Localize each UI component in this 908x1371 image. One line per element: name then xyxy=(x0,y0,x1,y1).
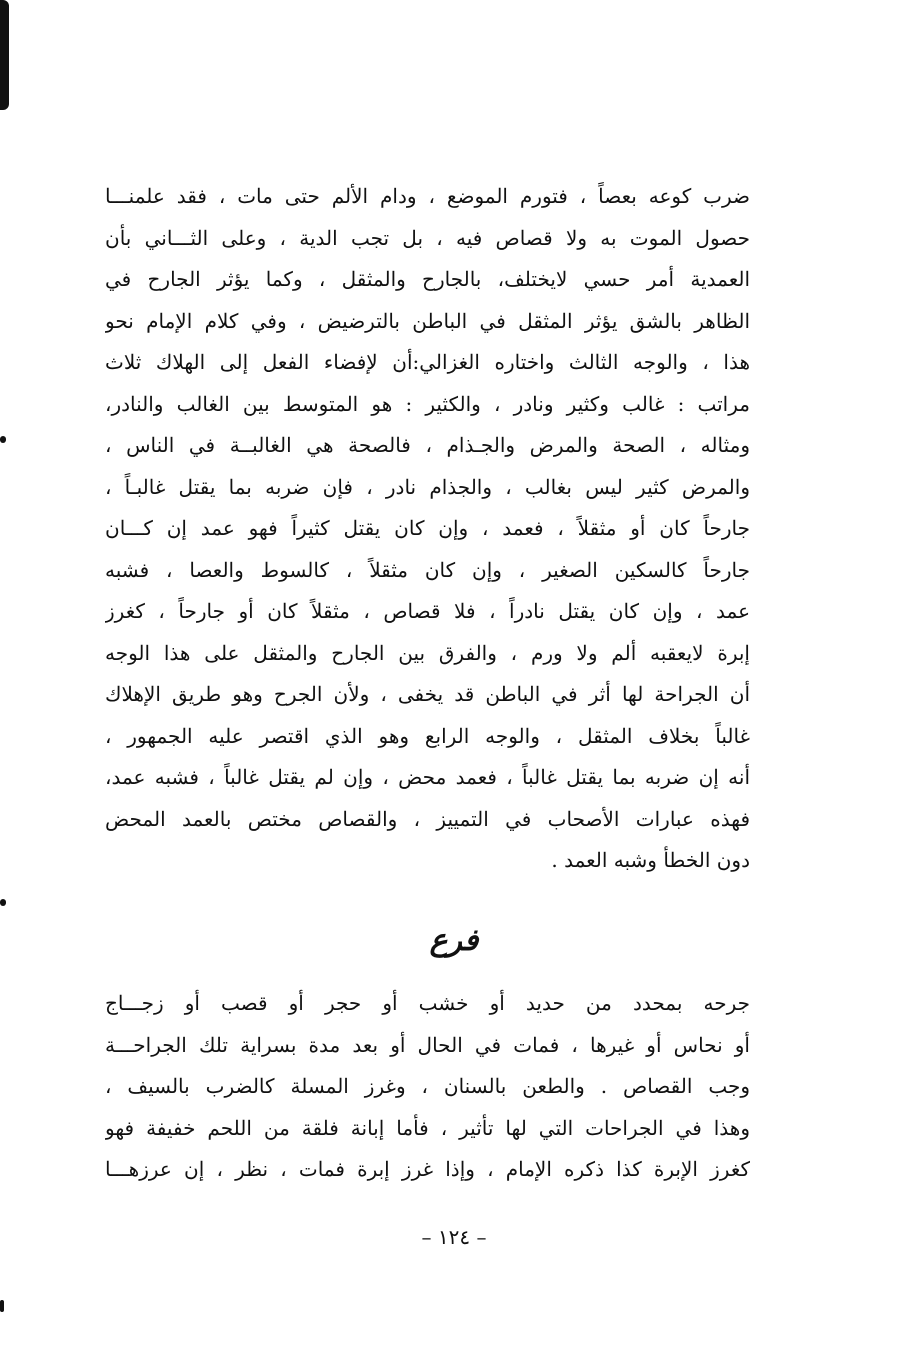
text-line: والمرض كثير ليس بغالب ، والجذام نادر ، فإن ضربه بما يقتل غالبـاً ، xyxy=(105,474,750,499)
text-line: الظاهر بالشق يؤثر المثقل في الباطن بالترضيض ، وفي كلام الإمام نحو xyxy=(105,308,750,333)
text-line: هذا ، والوجه الثالث واختاره الغزالي:أن لإفضاء الفعل إلى الهلاك ثلاث xyxy=(105,350,750,374)
text-line: عمد ، وإن كان يقتل نادراً ، فلا قصاص ، مثقلاً كان أو جارحاً ، كغرز xyxy=(105,599,750,623)
text-line: فهذه عبارات الأصحاب في التمييز ، والقصاص مختص بالعمد المحض xyxy=(105,806,750,831)
text-line: ضرب كوعه بعصاً ، فتورم الموضع ، ودام الألم حتى مات ، فقد علمنـــا xyxy=(105,184,750,208)
scan-edge-dot xyxy=(0,899,6,906)
text-line: جرحه بمحدد من حديد أو خشب أو حجر أو قصب أو زجـــاج xyxy=(105,991,750,1015)
text-line: جارحاً كالسكين الصغير ، وإن كان مثقلاً ، كالسوط والعصا ، فشبه xyxy=(105,557,750,582)
scan-edge-mark xyxy=(0,0,9,110)
text-line: وهذا في الجراحات التي لها تأثير ، فأما إبانة فلقة من اللحم خفيفة فهو xyxy=(105,1115,750,1140)
text-line: العمدية أمر حسي لايختلف، بالجارح والمثقل ، وكما يؤثر الجارح في xyxy=(105,267,750,291)
text-line: أن الجراحة لها أثر في الباطن قد يخفى ، ولأن الجرح وهو طريق الإهلاك xyxy=(105,682,750,706)
text-line: إبرة لايعقبه ألم ولا ورم ، والفرق بين الجارح والمثقل على هذا الوجه xyxy=(105,640,750,665)
text-line: دون الخطأ وشبه العمد . xyxy=(551,848,750,872)
text-line: مراتب : غالب وكثير ونادر ، والكثير : هو المتوسط بين الغالب والنادر، xyxy=(105,391,750,416)
page-number: – ١٢٤ – xyxy=(421,1225,487,1249)
scan-edge-dot xyxy=(0,1300,4,1312)
text-line: حصول الموت به ولا قصاص فيه ، بل تجب الدية ، وعلى الثـــاني بأن xyxy=(105,225,750,250)
text-line: أنه إن ضربه بما يقتل غالباً ، فعمد محض ، وإن لم يقتل غالباً ، فشبه عمد، xyxy=(105,765,750,789)
text-line: أو نحاس أو غيرها ، فمات في الحال أو بعد مدة بسراية تلك الجراحـــة xyxy=(105,1032,750,1057)
text-line: غالباً بخلاف المثقل ، والوجه الرابع وهو الذي اقتصر عليه الجمهور ، xyxy=(105,723,750,748)
text-line: كغرز الإبرة كذا ذكره الإمام ، وإذا غرز إبرة فمات ، نظر ، إن عرزهـــا xyxy=(105,1157,750,1181)
scan-edge-dot xyxy=(0,436,6,443)
paragraph-main xyxy=(105,176,750,882)
text-line: جارحاً كان أو مثقلاً ، فعمد ، وإن كان يقتل كثيراً فهو عمد إن كـــان xyxy=(105,516,750,540)
text-line: وجب القصاص . والطعن بالسنان ، وغرز المسلة كالضرب بالسيف ، xyxy=(105,1074,750,1098)
text-line: ومثاله ، الصحة والمرض والجـذام ، فالصحة هي الغالبــة في الناس ، xyxy=(105,433,750,457)
paragraph-section xyxy=(105,983,750,1191)
section-heading: فرع xyxy=(429,923,479,958)
